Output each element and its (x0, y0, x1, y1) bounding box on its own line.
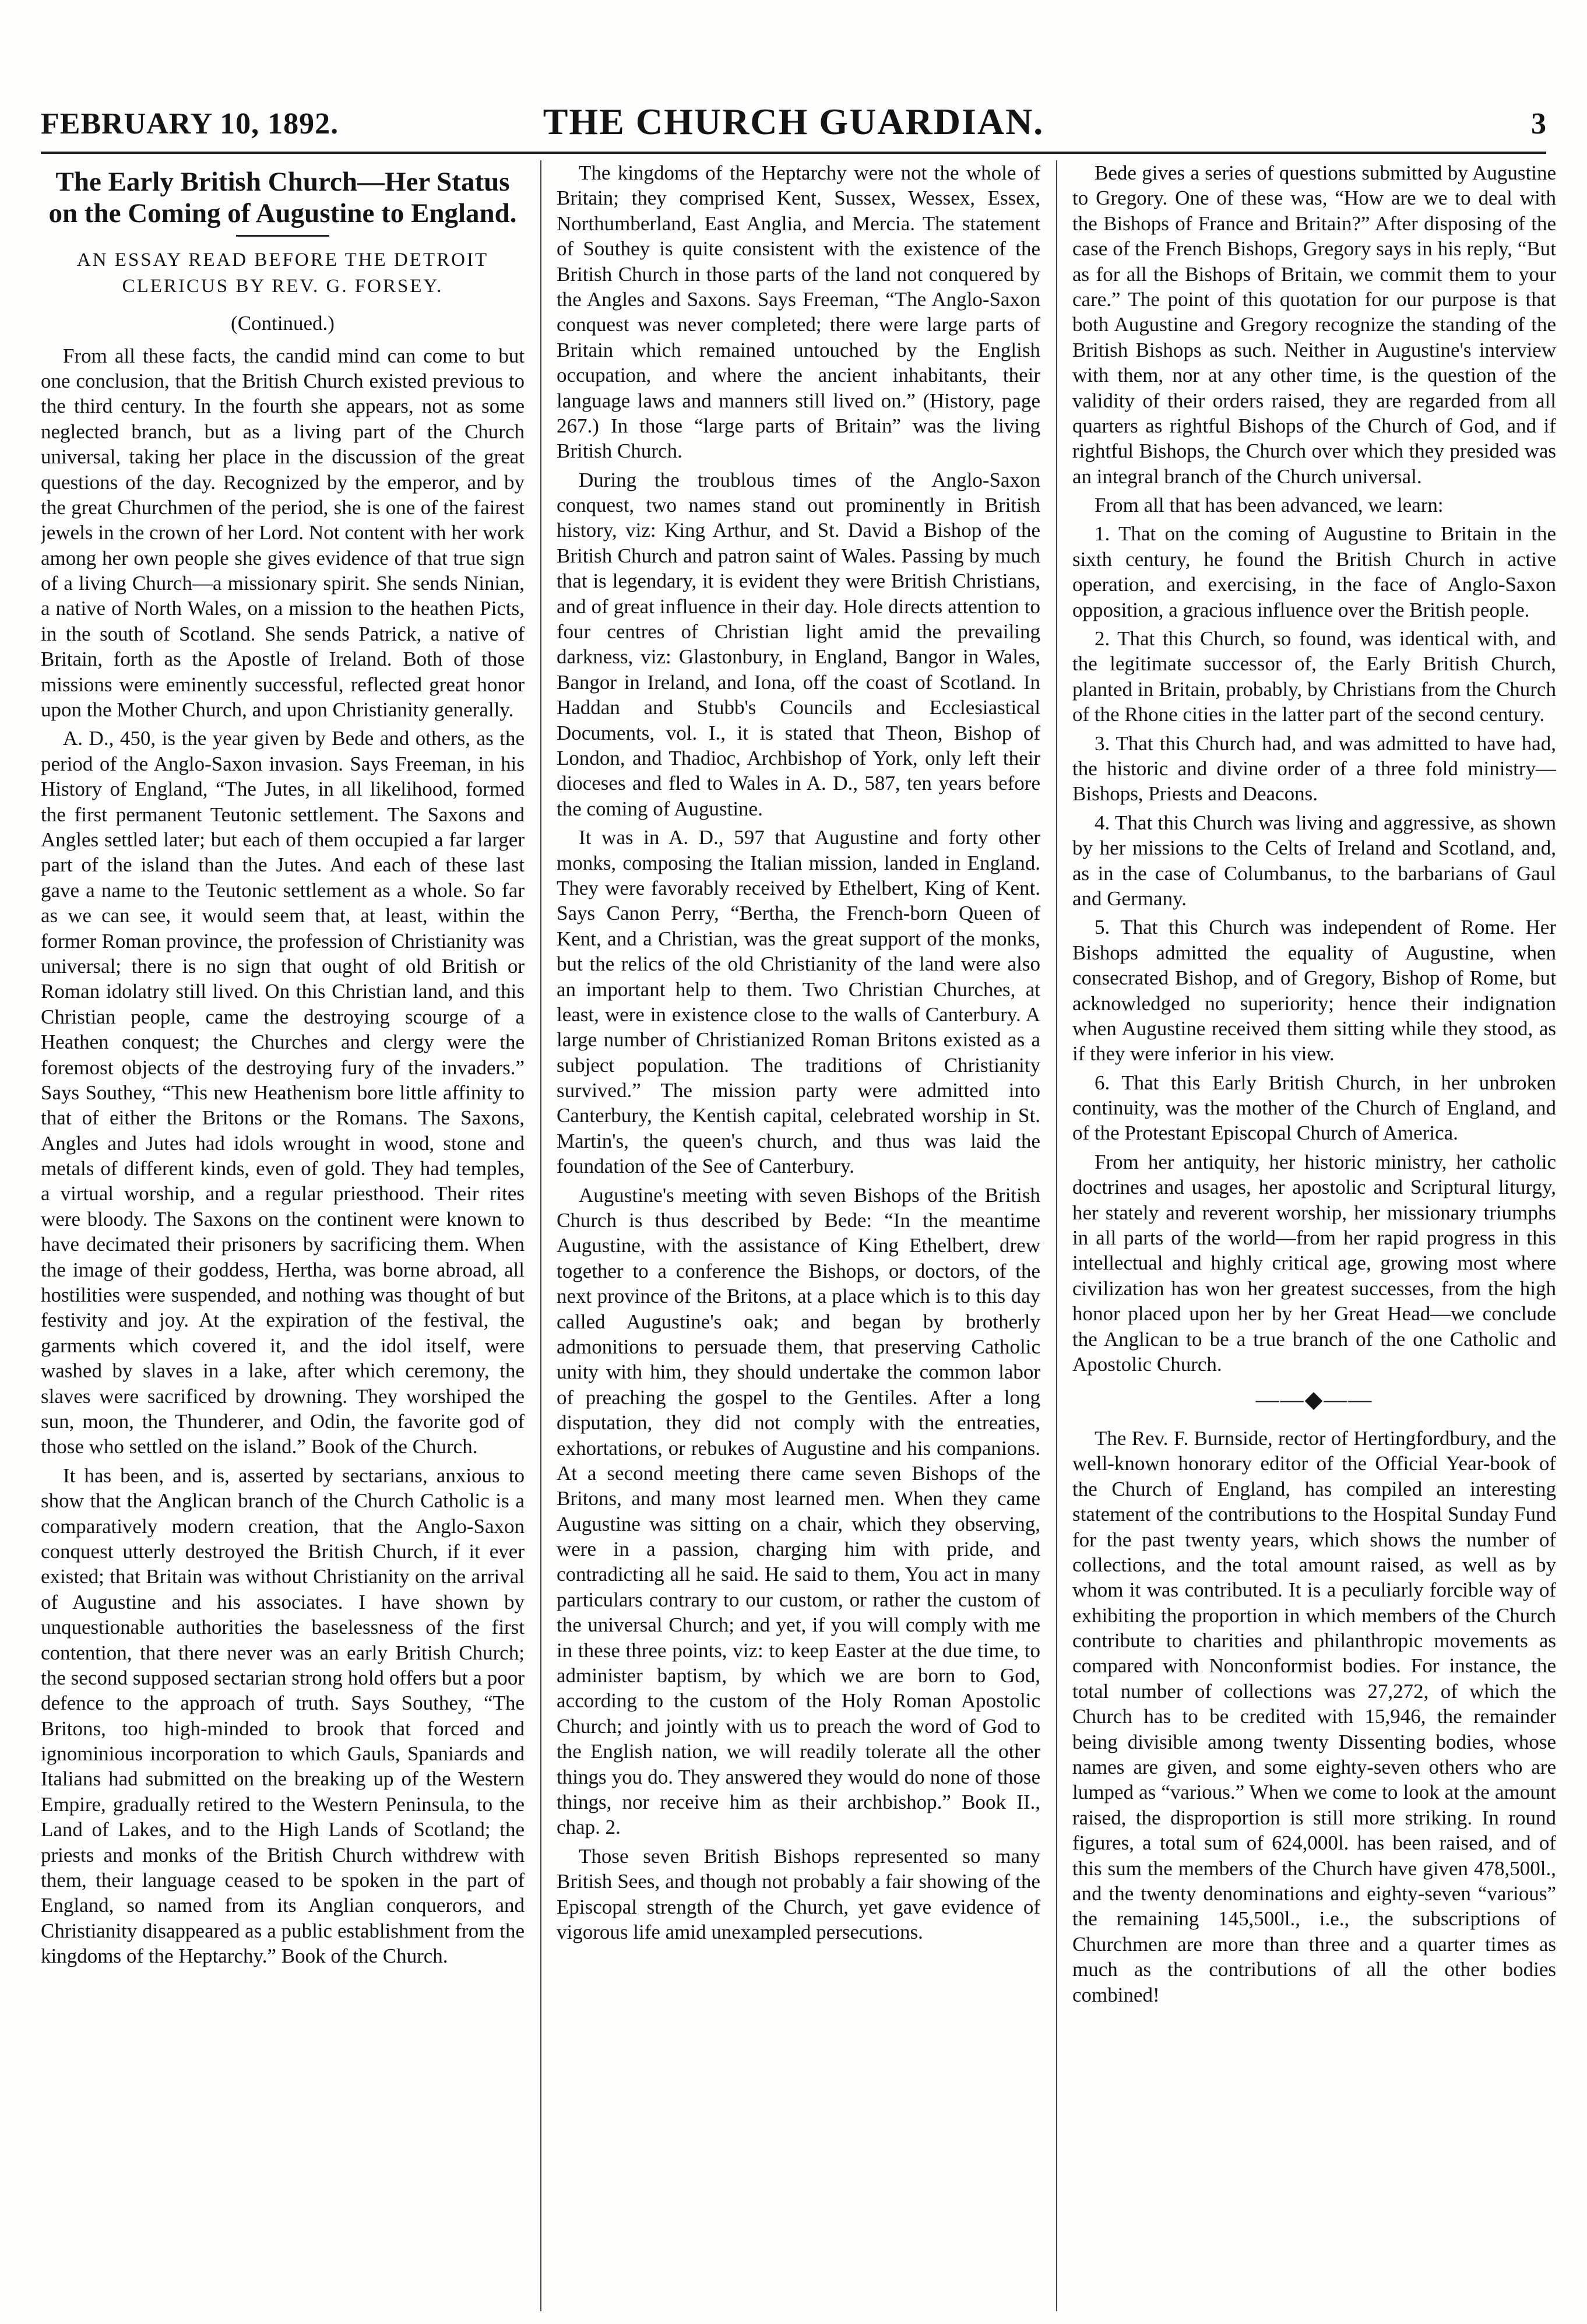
list-item: 6. That this Early British Church, in her unbroken continuity, was the mother of the Church of England, and of the Protestant Episcopal Church of America. (1072, 1071, 1556, 1145)
column-1 (41, 160, 525, 2311)
continued-note: (Continued.) (231, 312, 335, 335)
paragraph: The kingdoms of the Heptarchy were not the whole of Britain; they comprised Kent, Sussex, Wessex, Essex, Northumberland, East Anglia, and Mercia. The statement of Southey is quite consistent with the existence of the British Church in those parts of the land not conquered by the Angles and Saxons. Says Freeman, “The Anglo-Saxon conquest was never completed; there were large parts of Britain which remained untouched by the English occupation, and where the ancient inhabitants, their language laws and manners still lived on.” (History, page 267.) In those “large parts of Britain” was the living British Church. (557, 161, 1040, 463)
news-item-paragraph: The Rev. F. Burnside, rector of Hertingfordbury, and the well-known honorary editor of the Official Year-book of the Church of England, has compiled an interesting statement of the contributions to the Hospital Sunday Fund for the past twenty years, which shows the number of collections, and the total amount raised, as well as by whom it was contributed. It is a peculiarly forcible way of exhibiting the proportion in which members of the Church contribute to charities and philanthropic movements as compared with Nonconformist bodies. For instance, the total number of collections was 27,272, of which the Church has to be credited with 15,946, the remainder being divisible among twenty Dissenting bodies, whose names are given, and some eighty-seven others who are lumped as “various.” When we come to look at the amount raised, the disproportion is still more striking. In round figures, a total sum of 624,000l. has been raised, and of this sum the members of the Church have given 478,500l., and the twenty denominations and eighty-seven “various” the remaining 145,500l., i.e., the subscriptions of Churchmen are more than three and a quarter times as much as the contributions of all the other bodies combined! (1072, 1426, 1556, 2006)
newspaper-title: THE CHURCH GUARDIAN. (543, 101, 1044, 142)
masthead (41, 82, 1546, 154)
page-number: 3 (1531, 107, 1546, 140)
paragraph: A. D., 450, is the year given by Bede and others, as the period of the Anglo-Saxon invasion. Says Freeman, in his History of England, “The Jutes, in all likelihood, formed the first permanent Teutonic settlement. The Saxons and Angles settled later; but each of them occupied a far larger part of the island than the Jutes. And each of these last gave a name to the Teutonic settlement as a whole. So far as we can see, it would seem that, at least, within the former Roman province, the profession of Christianity was universal; there is no sign that ought of old British or Roman idolatry still lived. On this Christian land, and this Christian people, came the destroying scourge of a Heathen conquest; the Churches and clergy were the foremost objects of the destroying fury of the invaders.” Says Southey, “This new Heathenism bore little affinity to that of either the Britons or the Romans. The Saxons, Angles and Jutes had idols wrought in wood, stone and metals of different kinds, even of gold. They had temples, a virtual worship, and a regular priesthood. Their rites were bloody. The Saxons on the continent were known to have decimated their prisoners by sacrificing them. When the image of their goddess, Hertha, was borne abroad, all hostilities were suspended, and nothing was thought of but festivity and joy. At the expiration of the festival, the garments which covered it, and the idol itself, were washed by slaves in a lake, after which ceremony, the slaves were sacrificed by drowning. They worshiped the sun, moon, the Thunderer, and Odin, the favorite god of those who settled on the island.” Book of the Church. (41, 727, 525, 1458)
list-item: 1. That on the coming of Augustine to Britain in the sixth century, he found the British Church in active operation, and exercising, in the face of Anglo-Saxon opposition, a gracious influence over the British people. (1072, 522, 1556, 621)
column-3 (1072, 160, 1556, 2311)
paragraph: During the troublous times of the Anglo-Saxon conquest, two names stand out prominently in British history, viz: King Arthur, and St. David a Bishop of the British Church and patron saint of Wales. Passing by much that is legendary, it is evident they were British Christians, and of great influence in their day. Hole directs attention to four centres of Christian light amid the prevailing darkness, viz: Glastonbury, in England, Bangor in Wales, Bangor in Ireland, and Iona, off the coast of Scotland. In Haddan and Stubb's Councils and Ecclesiastical Documents, vol. I., it is stated that Theon, Bishop of London, and Thadioc, Archbishop of York, only left their dioceses and fled to Wales in A. D., 587, ten years before the coming of Augustine. (557, 468, 1040, 820)
list-item: 5. That this Church was independent of Rome. Her Bishops admitted the equality of Augustine, when consecrated Bishop, and of Gregory, Bishop of Rome, but acknowledged no superiority; hence their indignation when Augustine received them sitting while they stood, as if they were inferior in his view. (1072, 916, 1556, 1066)
paragraph: Those seven British Bishops represented so many British Sees, and though not probably a fair showing of the Episcopal strength of the Church, yet gave evidence of vigorous life amid unexampled persecutions. (557, 1844, 1040, 1943)
paragraph: It has been, and is, asserted by sectarians, anxious to show that the Anglican branch of the Church Catholic is a comparatively modern creation, that the Anglo-Saxon conquest utterly destroyed the British Church, if it ever existed; that Britain was without Christianity on the arrival of Augustine and his associates. I have shown by unquestionable authorities the baselessness of the first contention, that there never was an early British Church; the second supposed sectarian strong hold offers but a poor defence to the approach of truth. Says Southey, “The Britons, too high-minded to brook that forced and ignominious incorporation to which Gauls, Spaniards and Italians had submitted on the breaking up of the Western Empire, gradually retired to the Western Peninsula, to the Land of Lakes, and to the High Lands of Scotland; the priests and monks of the British Church withdrew with them, their language ceased to be spoken in the part of England, so named from its Anglian conquerors, and Christianity disappeared as a public establishment from the kingdoms of the Heptarchy.” Book of the Church. (41, 1464, 525, 1968)
paragraph: It was in A. D., 597 that Augustine and forty other monks, composing the Italian mission, landed in England. They were favorably received by Ethelbert, King of Kent. Says Canon Perry, “Bertha, the French-born Queen of Kent, and a Christian, was the great support of the monks, but the relics of the old Christianity of the land were also an important help to them. Two Christian Churches, at least, were in existence close to the walls of Canterbury. A large number of Christianized Roman Britons existed as a subject population. The traditions of Christianity survived.” The mission party were admitted into Canterbury, the Kentish capital, celebrated worship in St. Martin's, the queen's church, and thus was laid the foundation of the See of Canterbury. (557, 826, 1040, 1178)
list-item: 4. That this Church was living and aggressive, as shown by her missions to the Celts of Ireland and Scotland, and, as in the case of Columbanus, to the barbarians of Gaul and Germany. (1072, 811, 1556, 910)
section-ornament: ——◆—— (1255, 1386, 1373, 1413)
column-rule (1056, 160, 1057, 2311)
paragraph: From all that has been advanced, we learn: (1095, 494, 1444, 517)
closing-paragraph: From her antiquity, her historic ministry, her catholic doctrines and usages, her apostolic and Scriptural liturgy, her stately and reverent worship, her missionary triumphs in all parts of the world—from her rapid progress in this intellectual and highly critical age, growing most where civilization has won her greatest successes, from the high honor placed upon her by her Great Head—we conclude the Anglican to be a true branch of the one Catholic and Apostolic Church. (1072, 1150, 1556, 1376)
paragraph: Augustine's meeting with seven Bishops of the British Church is thus described by Bede: “In the meantime Augustine, with the assistance of King Ethelbert, drew together to a conference the Bishops, or doctors, of the next province of the Britons, at a place which is to this day called Augustine's oak; and began by brotherly admonitions to persuade them, that preserving Catholic unity with him, they should undertake the common labor of preaching the gospel to the Gentiles. After a long disputation, they did not comply with the entreaties, exhortations, or rebukes of Augustine and his companions. At a second meeting there came seven Bishops of the Britons, and many most learned men. When they came Augustine was sitting on a chair, which they observing, were in a passion, charging him with pride, and contradicting all he said. He said to them, You act in many particulars contrary to our custom, or rather the custom of the universal Church; and yet, if you will comply with me in these three points, viz: to keep Easter at the due time, to administer baptism, by which we are born to God, according to the custom of the Holy Roman Apostolic Church; and jointly with us to preach the word of God to the English nation, we will readily tolerate all the other things you do. They answered they would do none of those things, nor receive him as their archbishop.” Book II., chap. 2. (557, 1183, 1040, 1839)
paragraph: From all these facts, the candid mind can come to but one conclusion, that the British Church existed previous to the third century. In the fourth she appears, not as some neglected branch, but as a living part of the Church universal, taking her place in the discussion of the great questions of the day. Recognized by the emperor, and by the great Churchmen of the period, she is one of the fairest jewels in the crown of her Lord. Not content with her work among her own people she gives evidence of that true sign of a living Church—a missionary spirit. She sends Ninian, a native of North Wales, on a mission to the heathen Picts, in the south of Scotland. She sends Patrick, a native of Britain, forth as the Apostle of Ireland. Both of those missions were eminently successful, reflected great honor upon the Mother Church, and upon Christianity generally. (41, 344, 525, 722)
list-item: 2. That this Church, so found, was identical with, and the legitimate successor of, the Early British Church, planted in Britain, probably, by Christians from the Church of the Rhone cities in the latter part of the second century. (1072, 627, 1556, 726)
column-2 (557, 160, 1040, 2311)
list-item: 3. That this Church had, and was admitted to have had, the historic and divine order of a three fold ministry—Bishops, Priests and Deacons. (1072, 732, 1556, 806)
title-divider (236, 235, 329, 237)
article-byline: AN ESSAY READ BEFORE THE DETROIT CLERICUS BY REV. G. FORSEY. (76, 249, 489, 297)
paragraph: Bede gives a series of questions submitted by Augustine to Gregory. One of these was, “How are we to deal with the Bishops of France and Britain?” After disposing of the case of the French Bishops, Gregory says in his reply, “But as for all the Bishops of Britain, we commit them to your care.” The point of this quotation for our purpose is that both Augustine and Gregory recognize the standing of the British Bishops as such. Neither in Augustine's interview with them, nor at any other time, is the question of the validity of their orders raised, they are regarded from all quarters as rightful Bishops of the Church of God, and if rightful Bishops, the Church over which they presided was an integral branch of the Church universal. (1072, 161, 1556, 488)
column-rule (540, 160, 541, 2311)
article-title: The Early British Church—Her Status on the Coming of Augustine to England. (48, 167, 517, 229)
issue-date: FEBRUARY 10, 1892. (41, 107, 339, 140)
conclusions-list (1072, 521, 1556, 1145)
